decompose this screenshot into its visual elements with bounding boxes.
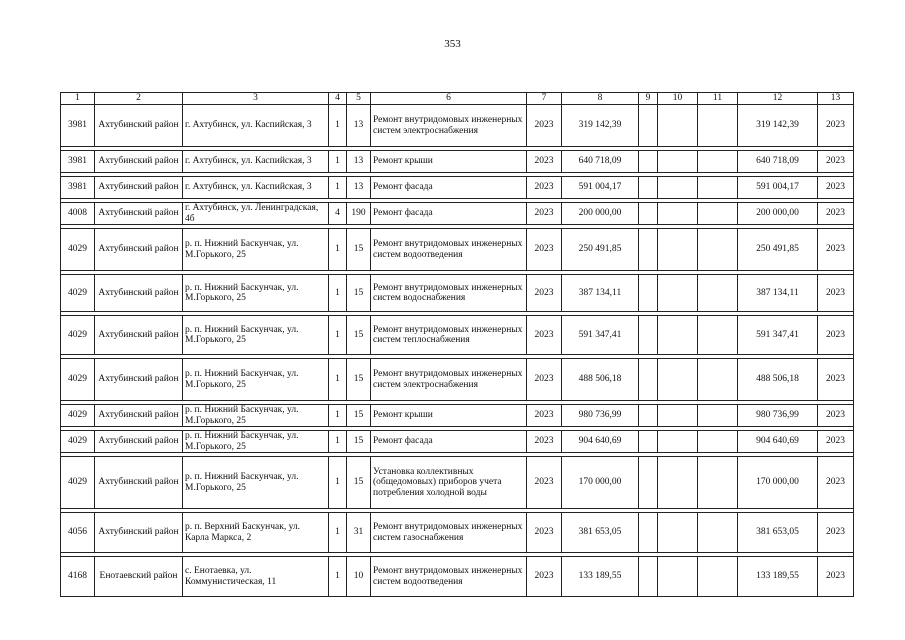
cell-amount-total: 904 640,69	[738, 431, 818, 453]
cell-year: 2023	[527, 275, 562, 312]
cell-col11	[698, 177, 738, 199]
cell-work-type: Ремонт внутридомовых инженерных систем электроснабжения	[371, 105, 527, 147]
cell-district: Ахтубинский район	[95, 177, 183, 199]
cell-col11	[698, 203, 738, 225]
cell-amount-total: 980 736,99	[738, 405, 818, 427]
cell-col9	[639, 405, 658, 427]
cell-col4: 1	[329, 405, 347, 427]
cell-object-id: 4029	[61, 275, 95, 312]
cell-work-type: Ремонт внутридомовых инженерных систем водоотведения	[371, 557, 527, 597]
cell-district: Ахтубинский район	[95, 405, 183, 427]
cell-district: Ахтубинский район	[95, 457, 183, 509]
cell-work-type: Ремонт внутридомовых инженерных систем водоотведения	[371, 229, 527, 271]
cell-object-id: 4168	[61, 557, 95, 597]
cell-col9	[639, 557, 658, 597]
cell-year: 2023	[527, 203, 562, 225]
cell-amount-total: 133 189,55	[738, 557, 818, 597]
cell-col11	[698, 229, 738, 271]
cell-col10	[658, 431, 698, 453]
cell-work-type: Ремонт крыши	[371, 151, 527, 173]
cell-year: 2023	[527, 513, 562, 553]
column-header: 10	[658, 93, 698, 105]
cell-col10	[658, 151, 698, 173]
cell-year: 2023	[527, 557, 562, 597]
page-number: 353	[444, 38, 461, 50]
table-row	[61, 105, 854, 147]
cell-address: р. п. Нижний Баскунчак, ул. М.Горького, 25	[183, 457, 329, 509]
cell-amount-total: 319 142,39	[738, 105, 818, 147]
cell-amount-total: 591 004,17	[738, 177, 818, 199]
cell-district: Ахтубинский район	[95, 431, 183, 453]
cell-district: Ахтубинский район	[95, 151, 183, 173]
cell-col9	[639, 457, 658, 509]
cell-work-type: Установка коллективных (общедомовых) приборов учета потребления холодной воды	[371, 457, 527, 509]
table-row	[61, 513, 854, 553]
column-header: 6	[371, 93, 527, 105]
cell-amount-total: 640 718,09	[738, 151, 818, 173]
column-header: 2	[95, 93, 183, 105]
cell-col4: 1	[329, 359, 347, 401]
cell-address: р. п. Верхний Баскунчак, ул. Карла Маркса, 2	[183, 513, 329, 553]
cell-amount: 319 142,39	[562, 105, 639, 147]
cell-col4: 1	[329, 513, 347, 553]
cell-col4: 1	[329, 557, 347, 597]
cell-work-type: Ремонт фасада	[371, 431, 527, 453]
cell-year: 2023	[527, 457, 562, 509]
header-row	[61, 93, 854, 105]
cell-amount: 640 718,09	[562, 151, 639, 173]
cell-district: Ахтубинский район	[95, 316, 183, 355]
cell-amount-total: 381 653,05	[738, 513, 818, 553]
column-header: 12	[738, 93, 818, 105]
cell-year-end: 2023	[818, 177, 854, 199]
cell-work-type: Ремонт внутридомовых инженерных систем теплоснабжения	[371, 316, 527, 355]
cell-district: Ахтубинский район	[95, 513, 183, 553]
cell-col4: 1	[329, 105, 347, 147]
cell-col11	[698, 431, 738, 453]
cell-amount-total: 170 000,00	[738, 457, 818, 509]
cell-col5: 13	[347, 151, 371, 173]
cell-amount: 904 640,69	[562, 431, 639, 453]
cell-col5: 15	[347, 316, 371, 355]
cell-col9	[639, 359, 658, 401]
cell-address: р. п. Нижний Баскунчак, ул. М.Горького, 25	[183, 229, 329, 271]
cell-district: Ахтубинский район	[95, 203, 183, 225]
table-row	[61, 203, 854, 225]
column-header: 13	[818, 93, 854, 105]
cell-year-end: 2023	[818, 203, 854, 225]
cell-amount: 133 189,55	[562, 557, 639, 597]
cell-col4: 1	[329, 457, 347, 509]
table-row	[61, 275, 854, 312]
cell-col11	[698, 151, 738, 173]
cell-object-id: 4029	[61, 405, 95, 427]
cell-col5: 15	[347, 431, 371, 453]
column-header: 7	[527, 93, 562, 105]
cell-amount: 591 004,17	[562, 177, 639, 199]
cell-work-type: Ремонт фасада	[371, 177, 527, 199]
cell-amount: 170 000,00	[562, 457, 639, 509]
cell-col4: 1	[329, 316, 347, 355]
cell-year-end: 2023	[818, 359, 854, 401]
cell-col10	[658, 105, 698, 147]
cell-amount-total: 387 134,11	[738, 275, 818, 312]
cell-amount: 250 491,85	[562, 229, 639, 271]
cell-col5: 190	[347, 203, 371, 225]
cell-col9	[639, 275, 658, 312]
table-row	[61, 316, 854, 355]
cell-col10	[658, 203, 698, 225]
cell-col5: 15	[347, 229, 371, 271]
cell-col5: 10	[347, 557, 371, 597]
table-row	[61, 431, 854, 453]
cell-work-type: Ремонт фасада	[371, 203, 527, 225]
cell-object-id: 4029	[61, 316, 95, 355]
cell-col11	[698, 513, 738, 553]
cell-amount: 488 506,18	[562, 359, 639, 401]
cell-year: 2023	[527, 177, 562, 199]
table-row	[61, 557, 854, 597]
cell-year: 2023	[527, 316, 562, 355]
cell-col5: 15	[347, 405, 371, 427]
cell-year: 2023	[527, 229, 562, 271]
cell-district: Ахтубинский район	[95, 275, 183, 312]
cell-year-end: 2023	[818, 105, 854, 147]
cell-district: Ахтубинский район	[95, 105, 183, 147]
cell-address: р. п. Нижний Баскунчак, ул. М.Горького, 25	[183, 316, 329, 355]
cell-object-id: 3981	[61, 105, 95, 147]
cell-year-end: 2023	[818, 431, 854, 453]
cell-amount-total: 200 000,00	[738, 203, 818, 225]
cell-col9	[639, 431, 658, 453]
cell-work-type: Ремонт крыши	[371, 405, 527, 427]
cell-address: г. Ахтубинск, ул. Каспийская, 3	[183, 151, 329, 173]
cell-col10	[658, 457, 698, 509]
cell-col10	[658, 229, 698, 271]
cell-col4: 1	[329, 151, 347, 173]
table-row	[61, 151, 854, 173]
cell-col10	[658, 316, 698, 355]
cell-col10	[658, 405, 698, 427]
cell-col10	[658, 359, 698, 401]
program-table	[60, 92, 854, 597]
table-row	[61, 405, 854, 427]
column-header: 8	[562, 93, 639, 105]
cell-col10	[658, 177, 698, 199]
cell-address: р. п. Нижний Баскунчак, ул. М.Горького, 25	[183, 275, 329, 312]
cell-address: с. Енотаевка, ул. Коммунистическая, 11	[183, 557, 329, 597]
cell-col5: 31	[347, 513, 371, 553]
cell-col10	[658, 275, 698, 312]
cell-amount: 381 653,05	[562, 513, 639, 553]
cell-col9	[639, 203, 658, 225]
cell-col4: 1	[329, 275, 347, 312]
cell-col5: 15	[347, 457, 371, 509]
cell-address: р. п. Нижний Баскунчак, ул. М.Горького, 25	[183, 359, 329, 401]
cell-year: 2023	[527, 431, 562, 453]
cell-amount-total: 488 506,18	[738, 359, 818, 401]
cell-year: 2023	[527, 151, 562, 173]
cell-object-id: 4029	[61, 359, 95, 401]
cell-year-end: 2023	[818, 229, 854, 271]
cell-object-id: 3981	[61, 177, 95, 199]
cell-object-id: 4029	[61, 431, 95, 453]
cell-work-type: Ремонт внутридомовых инженерных систем электроснабжения	[371, 359, 527, 401]
cell-col9	[639, 513, 658, 553]
cell-col9	[639, 229, 658, 271]
cell-col11	[698, 275, 738, 312]
cell-col5: 15	[347, 359, 371, 401]
cell-object-id: 3981	[61, 151, 95, 173]
cell-col9	[639, 151, 658, 173]
cell-col4: 1	[329, 177, 347, 199]
column-header: 3	[183, 93, 329, 105]
cell-address: р. п. Нижний Баскунчак, ул. М.Горького, 25	[183, 431, 329, 453]
cell-year-end: 2023	[818, 275, 854, 312]
cell-col10	[658, 513, 698, 553]
cell-col4: 4	[329, 203, 347, 225]
column-header: 9	[639, 93, 658, 105]
cell-district: Енотаевский район	[95, 557, 183, 597]
table-body	[61, 105, 854, 597]
cell-col11	[698, 105, 738, 147]
cell-year-end: 2023	[818, 151, 854, 173]
cell-col9	[639, 316, 658, 355]
column-header: 5	[347, 93, 371, 105]
cell-col11	[698, 359, 738, 401]
cell-year-end: 2023	[818, 457, 854, 509]
cell-col10	[658, 557, 698, 597]
cell-col11	[698, 457, 738, 509]
cell-year: 2023	[527, 405, 562, 427]
cell-col11	[698, 405, 738, 427]
column-header: 4	[329, 93, 347, 105]
cell-col9	[639, 105, 658, 147]
cell-object-id: 4056	[61, 513, 95, 553]
cell-col5: 13	[347, 105, 371, 147]
cell-amount: 591 347,41	[562, 316, 639, 355]
cell-year-end: 2023	[818, 513, 854, 553]
cell-year-end: 2023	[818, 405, 854, 427]
cell-amount: 387 134,11	[562, 275, 639, 312]
cell-col11	[698, 316, 738, 355]
cell-address: г. Ахтубинск, ул. Каспийская, 3	[183, 177, 329, 199]
cell-col11	[698, 557, 738, 597]
cell-col4: 1	[329, 431, 347, 453]
table-row	[61, 457, 854, 509]
cell-address: р. п. Нижний Баскунчак, ул. М.Горького, 25	[183, 405, 329, 427]
cell-year-end: 2023	[818, 557, 854, 597]
cell-col5: 13	[347, 177, 371, 199]
cell-district: Ахтубинский район	[95, 359, 183, 401]
cell-address: г. Ахтубинск, ул. Ленинградская, 4б	[183, 203, 329, 225]
cell-work-type: Ремонт внутридомовых инженерных систем газоснабжения	[371, 513, 527, 553]
cell-district: Ахтубинский район	[95, 229, 183, 271]
column-header: 11	[698, 93, 738, 105]
table-row	[61, 229, 854, 271]
cell-object-id: 4008	[61, 203, 95, 225]
cell-amount: 200 000,00	[562, 203, 639, 225]
cell-col9	[639, 177, 658, 199]
cell-amount-total: 250 491,85	[738, 229, 818, 271]
table-row	[61, 177, 854, 199]
cell-year: 2023	[527, 105, 562, 147]
column-header: 1	[61, 93, 95, 105]
cell-col5: 15	[347, 275, 371, 312]
cell-year: 2023	[527, 359, 562, 401]
cell-amount-total: 591 347,41	[738, 316, 818, 355]
cell-year-end: 2023	[818, 316, 854, 355]
cell-col4: 1	[329, 229, 347, 271]
cell-amount: 980 736,99	[562, 405, 639, 427]
cell-work-type: Ремонт внутридомовых инженерных систем водоснабжения	[371, 275, 527, 312]
table-row	[61, 359, 854, 401]
cell-object-id: 4029	[61, 229, 95, 271]
cell-address: г. Ахтубинск, ул. Каспийская, 3	[183, 105, 329, 147]
cell-object-id: 4029	[61, 457, 95, 509]
